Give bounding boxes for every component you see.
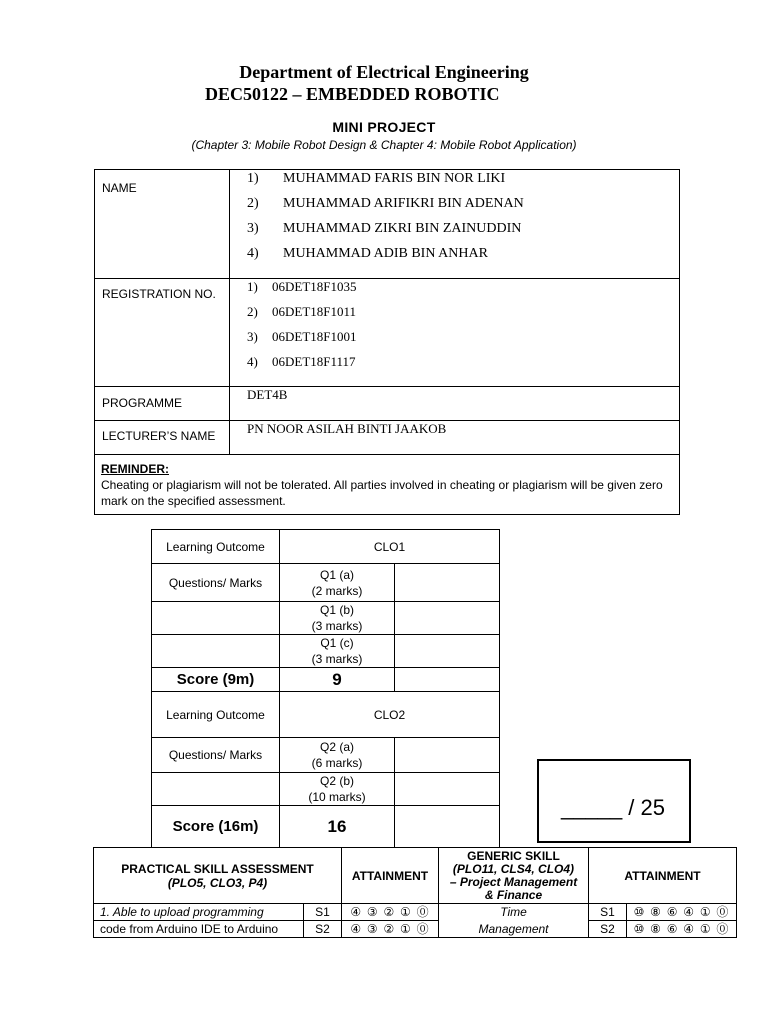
clo1-label: CLO1 [280, 530, 500, 564]
department-heading: Department of Electrical Engineering [239, 62, 529, 82]
info-divider [229, 170, 230, 454]
name-entry-3: 3) MUHAMMAD ZIKRI BIN ZAINUDDIN [247, 221, 522, 236]
mark-cell [395, 738, 500, 773]
lecturer-label: LECTURER’S NAME [102, 429, 216, 443]
reminder-text: Cheating or plagiarism will not be tolerated. All parties involved in cheating or plagiarism will be given zero mark on the specified assessment. [101, 478, 663, 508]
score-16m-label: Score (16m) [152, 806, 280, 848]
mark-cell [395, 668, 500, 692]
score-9m-value: 9 [280, 668, 395, 692]
question-q1a: Q1 (a) (2 marks) [280, 564, 395, 602]
practical-s1-rating[interactable]: ④ ③ ② ① ⓪ [342, 904, 439, 921]
learning-outcome-label: Learning Outcome [152, 692, 280, 738]
question-q1c: Q1 (c) (3 marks) [280, 635, 395, 668]
mark-cell [395, 602, 500, 635]
mark-cell [395, 564, 500, 602]
info-divider [95, 454, 679, 455]
attainment-header: ATTAINMENT [342, 848, 439, 904]
generic-criterion-line1: Time [439, 904, 589, 921]
registration-entry-1: 1) 06DET18F1035 [247, 279, 357, 294]
programme-value: DET4B [247, 387, 288, 402]
name-label: NAME [102, 181, 137, 195]
generic-skill-header: GENERIC SKILL (PLO11, CLS4, CLO4) – Project Management & Finance [439, 848, 589, 904]
s2-label: S2 [589, 921, 627, 938]
practical-criterion-line2: code from Arduino IDE to Arduino [94, 921, 304, 938]
total-score-text: _____ / 25 [561, 795, 665, 820]
practical-s2-rating[interactable]: ④ ③ ② ① ⓪ [342, 921, 439, 938]
empty-cell [152, 602, 280, 635]
programme-label: PROGRAMME [102, 396, 183, 410]
practical-criterion-line1: 1. Able to upload programming [94, 904, 304, 921]
score-table [151, 529, 500, 848]
empty-cell [152, 635, 280, 668]
questions-marks-label: Questions/ Marks [152, 564, 280, 602]
generic-criterion-line2: Management [439, 921, 589, 938]
registration-label: REGISTRATION NO. [102, 287, 216, 301]
reminder-block [101, 461, 673, 509]
mark-cell [395, 635, 500, 668]
mark-cell [395, 806, 500, 848]
question-q1b: Q1 (b) (3 marks) [280, 602, 395, 635]
s2-label: S2 [304, 921, 342, 938]
attainment-header: ATTAINMENT [589, 848, 737, 904]
clo2-label: CLO2 [280, 692, 500, 738]
reminder-heading: REMINDER: [101, 462, 169, 476]
score-9m-label: Score (9m) [152, 668, 280, 692]
learning-outcome-label: Learning Outcome [152, 530, 280, 564]
generic-s1-rating[interactable]: ⑩ ⑧ ⑥ ④ ① ⓪ [627, 904, 737, 921]
question-q2a: Q2 (a) (6 marks) [280, 738, 395, 773]
registration-entry-3: 3) 06DET18F1001 [247, 329, 357, 344]
s1-label: S1 [589, 904, 627, 921]
mark-cell [395, 773, 500, 806]
registration-entry-4: 4) 06DET18F1117 [247, 354, 356, 369]
practical-skill-header: PRACTICAL SKILL ASSESSMENT (PLO5, CLO3, P4) [94, 848, 342, 904]
name-entry-1: 1) MUHAMMAD FARIS BIN NOR LIKI [247, 171, 506, 186]
s1-label: S1 [304, 904, 342, 921]
chapter-subtitle: (Chapter 3: Mobile Robot Design & Chapter 4: Mobile Robot Application) [191, 138, 577, 152]
empty-cell [152, 773, 280, 806]
questions-marks-label: Questions/ Marks [152, 738, 280, 773]
student-info-table [94, 169, 680, 515]
lecturer-value: PN NOOR ASILAH BINTI JAAKOB [247, 421, 447, 436]
total-score-box [537, 759, 691, 843]
mini-project-title: MINI PROJECT [332, 119, 436, 135]
registration-entry-2: 2) 06DET18F1011 [247, 304, 357, 319]
name-entry-2: 2) MUHAMMAD ARIFIKRI BIN ADENAN [247, 196, 524, 211]
score-16m-value: 16 [280, 806, 395, 848]
course-title: DEC50122 – EMBEDDED ROBOTIC [205, 84, 500, 104]
info-divider [95, 386, 679, 387]
generic-s2-rating[interactable]: ⑩ ⑧ ⑥ ④ ① ⓪ [627, 921, 737, 938]
name-entry-4: 4) MUHAMMAD ADIB BIN ANHAR [247, 246, 488, 261]
info-divider [95, 278, 679, 279]
question-q2b: Q2 (b) (10 marks) [280, 773, 395, 806]
assessment-table [93, 847, 737, 938]
